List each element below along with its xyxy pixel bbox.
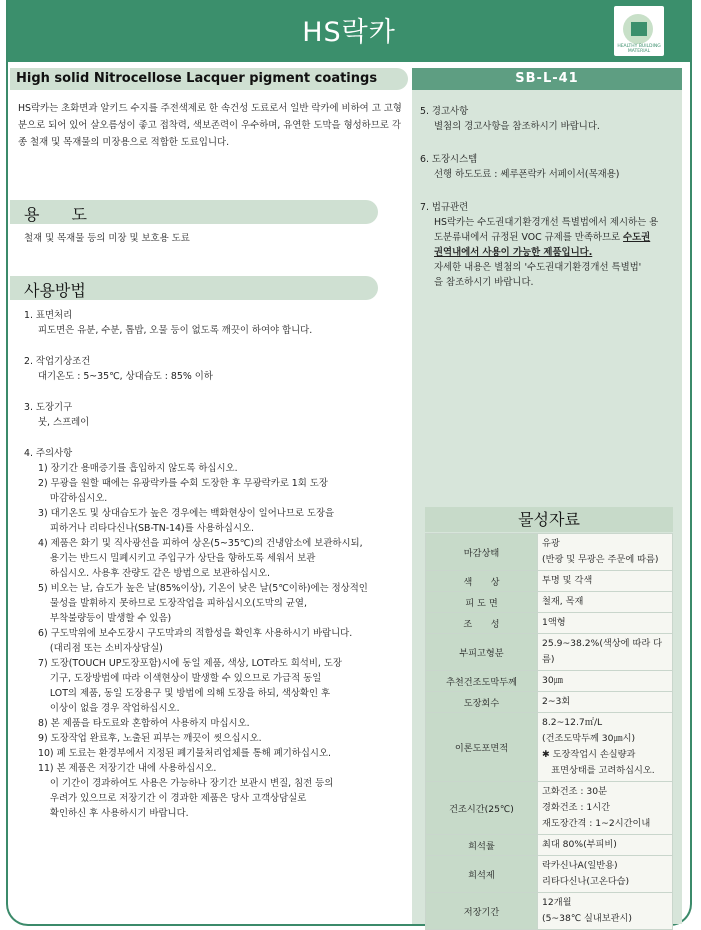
section-weather-text: 대기온도 : 5~35℃, 상대습도 : 85% 이하 — [38, 371, 213, 382]
caution-line: 1) 장기간 용매증기를 흡입하지 않도록 하십시오. — [38, 463, 238, 474]
property-value-line: 표면상태를 고려하십시오. — [542, 765, 655, 776]
law-line-3: 권역내에서 사용이 가능한 제품입니다. — [434, 247, 593, 258]
property-key: 조 성 — [426, 613, 538, 634]
property-value — [538, 856, 673, 893]
method-sections — [24, 308, 408, 821]
property-row — [426, 856, 673, 893]
property-value — [538, 592, 673, 613]
property-value-line: 재도장간격 : 1~2시간이내 — [542, 818, 651, 829]
caution-line: 이 기간이 경과하여도 사용은 가능하나 장기간 보관시 변질, 침전 등의 — [38, 778, 334, 789]
property-row — [426, 835, 673, 856]
property-key: 희석률 — [426, 835, 538, 856]
subtitle-bar — [10, 68, 408, 90]
property-value — [538, 692, 673, 713]
property-row — [426, 893, 673, 930]
caution-line: 3) 대기온도 및 상대습도가 높은 경우에는 백화현상이 일어나므로 도장을 — [38, 508, 335, 519]
property-key: 색 상 — [426, 571, 538, 592]
intro-text: HS락카는 초화면과 알키드 수지를 주전색제로 한 속건성 도료로서 일반 락카에 비하여 고 고형분으로 되어 있어 살오름성이 좋고 접착력, 색보존력이 우수하며, 유연한 도막을 형성하므로 각종 철재 및 목재물의 미장용으로 적합한 도료입니다. — [18, 103, 402, 148]
property-value-line: 최대 80%(부피비) — [542, 839, 617, 850]
method-title: 사용방법 — [24, 281, 86, 300]
property-key: 부피고형분 — [426, 634, 538, 671]
law-line-4: 자세한 내용은 별첨의 '수도권대기환경개선 특별법' — [434, 262, 642, 273]
property-value-line: 2~3회 — [542, 696, 571, 707]
property-row — [426, 671, 673, 692]
system-head: 6. 도장시스템 — [420, 154, 478, 165]
property-value-line: ✱ 도장작업시 손실량과 — [542, 749, 636, 760]
caution-line: 물성을 발휘하지 못하므로 도장작업을 피하십시오(도막의 균열, — [38, 598, 307, 609]
property-value-line: 8.2~12.7㎡/L — [542, 717, 603, 728]
caution-line: 5) 비오는 날, 습도가 높은 날(85%이상), 기온이 낮은 날(5℃이하)에는 정상적인 — [38, 583, 368, 594]
property-key: 건조시간(25℃) — [426, 782, 538, 835]
method-heading — [10, 276, 378, 300]
law-line-2 — [434, 230, 682, 245]
house-icon — [631, 22, 647, 36]
property-value-line: 경화건조 : 1시간 — [542, 802, 611, 813]
property-value-line: 투명 및 각색 — [542, 575, 593, 586]
property-value-line: 락카신나A(일반용) — [542, 860, 618, 871]
law-line-5: 을 참조하시기 바랍니다. — [434, 277, 534, 288]
caution-line: 하십시오. 사용후 잔량도 같은 방법으로 보관하십시오. — [38, 568, 271, 579]
caution-line: 부착불량등이 발생할 수 있음) — [38, 613, 172, 624]
section-tools-text: 붓, 스프레이 — [38, 417, 90, 428]
properties-table — [425, 533, 673, 930]
property-key: 저장기간 — [426, 893, 538, 930]
law-head: 7. 법규관련 — [420, 202, 469, 213]
caution-line: 이상이 없을 경우 작업하십시오. — [38, 703, 180, 714]
property-row — [426, 634, 673, 671]
property-value — [538, 613, 673, 634]
property-row — [426, 571, 673, 592]
property-row — [426, 692, 673, 713]
property-value-line: 유광 — [542, 538, 560, 549]
property-value — [538, 782, 673, 835]
property-value-line: 1액형 — [542, 617, 566, 628]
law-line-1: HS락카는 수도권대기환경개선 특별법에서 제시하는 용 — [434, 217, 659, 228]
subtitle: High solid Nitrocellose Lacquer pigment coatings — [16, 71, 378, 86]
property-value — [538, 893, 673, 930]
section-tools-head: 3. 도장기구 — [24, 402, 73, 413]
caution-line: 확인하신 후 사용하시기 바랍니다. — [38, 808, 189, 819]
caution-list — [24, 461, 408, 821]
property-key: 이론도포면적 — [426, 713, 538, 782]
property-key: 피 도 면 — [426, 592, 538, 613]
caution-line: 11) 본 제품은 저장기간 내에 사용하십시오. — [38, 763, 217, 774]
property-value — [538, 534, 673, 571]
property-value-line: 30㎛ — [542, 675, 563, 686]
property-row — [426, 613, 673, 634]
property-value-line: (반광 및 무광은 주문에 따름) — [542, 554, 659, 565]
property-value — [538, 713, 673, 782]
usage-heading — [10, 200, 378, 224]
property-value-line: 25.9~38.2%(색상에 따라 다름) — [542, 638, 663, 665]
law-line-2a: 도분류내에서 규정된 VOC 규제를 만족하므로 — [434, 232, 624, 243]
caution-line: 피하거나 리타다신나(SB-TN-14)를 사용하십시오. — [38, 523, 255, 534]
header-bar — [8, 0, 690, 62]
caution-line: 기구, 도장방법에 따라 이색현상이 발생할 수 있으므로 가급적 동일 — [38, 673, 322, 684]
product-code: SB-L-41 — [515, 71, 579, 86]
caution-line: 우려가 있으므로 저장기간 이 경과한 제품은 당사 고객상담실로 — [38, 793, 307, 804]
product-code-bar — [412, 68, 682, 90]
section-surface-head: 1. 표면처리 — [24, 310, 73, 321]
property-row — [426, 713, 673, 782]
property-key: 마감상태 — [426, 534, 538, 571]
section-caution-head: 4. 주의사항 — [24, 448, 73, 459]
caution-line: 용기는 반드시 밀폐시키고 주입구가 상단을 향하도록 세워서 보관 — [38, 553, 316, 564]
caution-line: 6) 구도막위에 보수도장시 구도막과의 적합성을 확인후 사용하시기 바랍니다. — [38, 628, 353, 639]
property-value-line: (건조도막두께 30㎛시) — [542, 733, 636, 744]
logo-text: HEALTHY BUILDING MATERIAL — [617, 44, 661, 54]
property-row — [426, 782, 673, 835]
caution-line: 7) 도장(TOUCH UP도장포함)시에 동일 제품, 색상, LOT라도 희석비, 도장 — [38, 658, 342, 669]
property-value-line: 리타다신나(고온다습) — [542, 876, 630, 887]
property-row — [426, 534, 673, 571]
certification-logo — [614, 6, 664, 56]
caution-line: 8) 본 제품을 타도료와 혼합하여 사용하지 마십시오. — [38, 718, 250, 729]
caution-line: 마감하십시오. — [38, 493, 108, 504]
law-line-2b: 수도권 — [623, 232, 651, 243]
section-surface-text: 피도면은 유분, 수분, 톱밥, 오물 등이 없도록 깨끗이 하여야 합니다. — [38, 325, 313, 336]
caution-line: LOT의 제품, 동일 도장용구 및 방법에 의해 도장을 하되, 색상확인 후 — [38, 688, 331, 699]
system-text: 선행 하도도료 : 쎄루폰락카 서페이서(목재용) — [434, 169, 620, 180]
property-key: 도장회수 — [426, 692, 538, 713]
property-value-line: 철재, 목재 — [542, 596, 584, 607]
warning-head: 5. 경고사항 — [420, 106, 469, 117]
usage-text: 철재 및 목재물 등의 미장 및 보호용 도료 — [24, 233, 190, 244]
property-key: 희석제 — [426, 856, 538, 893]
section-weather-head: 2. 작업기상조건 — [24, 356, 91, 367]
property-row — [426, 592, 673, 613]
properties-title: 물성자료 — [425, 507, 673, 532]
property-value-line: 12개월 — [542, 897, 572, 908]
property-value — [538, 571, 673, 592]
caution-line: 10) 폐 도료는 환경부에서 지정된 폐기물처리업체를 통해 폐기하십시오. — [38, 748, 332, 759]
right-sections — [420, 104, 682, 290]
property-value — [538, 634, 673, 671]
caution-line: 9) 도장작업 완료후, 노출된 피부는 깨끗이 씻으십시오. — [38, 733, 262, 744]
property-value-line: (5~38℃ 실내보관시) — [542, 913, 633, 924]
caution-line: 4) 제품은 화기 및 직사광선을 피하여 상온(5~35℃)의 건냉암소에 보관하시되, — [38, 538, 363, 549]
caution-line: (대리점 또는 소비자상담실) — [38, 643, 163, 654]
property-value — [538, 671, 673, 692]
caution-line: 2) 무광을 원할 때에는 유광락카를 수회 도장한 후 무광락카로 1회 도장 — [38, 478, 328, 489]
page-title: HS락카 — [302, 17, 396, 48]
warning-text: 별첨의 경고사항을 참조하시기 바랍니다. — [434, 121, 600, 132]
usage-title: 용 도 — [24, 205, 87, 224]
property-key: 추천건조도막두께 — [426, 671, 538, 692]
property-value — [538, 835, 673, 856]
property-value-line: 고화건조 : 30분 — [542, 786, 608, 797]
law-text — [420, 215, 682, 290]
